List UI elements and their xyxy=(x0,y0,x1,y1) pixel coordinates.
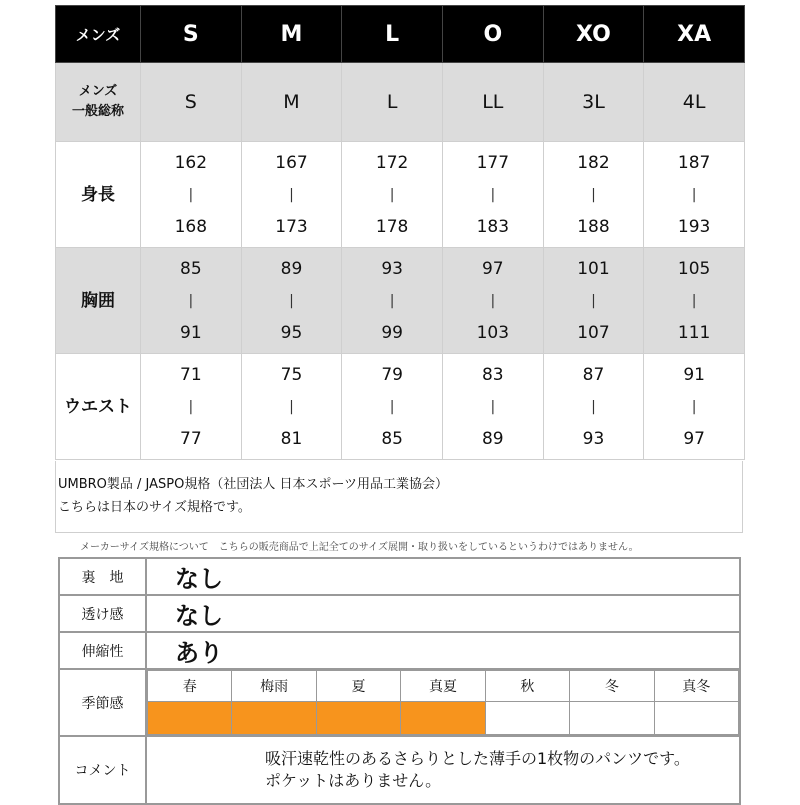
range-min: 71 xyxy=(180,364,202,385)
range-min: 172 xyxy=(375,152,409,173)
size-code: S xyxy=(141,6,242,63)
season-label: 季節感 xyxy=(59,669,146,736)
transparency-row xyxy=(59,595,740,632)
range-max: 81 xyxy=(280,428,303,449)
size-header-label: メンズ xyxy=(56,6,141,63)
season-indicator-row xyxy=(148,702,739,735)
range-max: 85 xyxy=(381,428,403,449)
range-min: 93 xyxy=(381,258,403,279)
comment-label: コメント xyxy=(59,736,146,804)
note-line: こちらは日本のサイズ規格です。 xyxy=(58,500,251,515)
season-name: 真冬 xyxy=(654,671,738,702)
measurement-range xyxy=(241,248,342,354)
season-indicator xyxy=(570,702,654,735)
range-min: 162 xyxy=(174,152,208,173)
range-max: 77 xyxy=(180,428,202,449)
range-separator: | xyxy=(188,398,194,415)
comment-text: 吸汗速乾性のあるさらりとした薄手の1枚物のパンツです。 ポケットはありません。 xyxy=(146,736,740,804)
size-code: M xyxy=(241,6,342,63)
season-indicator xyxy=(401,702,485,735)
chest-row xyxy=(56,248,745,354)
general-size: 4L xyxy=(644,63,745,142)
season-indicator xyxy=(148,702,232,735)
size-code: L xyxy=(342,6,443,63)
range-max: 183 xyxy=(476,216,510,237)
range-max: 111 xyxy=(677,322,711,343)
transparency-value: なし xyxy=(146,595,740,632)
measurement-range xyxy=(342,142,443,248)
range-separator: | xyxy=(188,292,194,309)
range-separator: | xyxy=(389,292,395,309)
range-separator: | xyxy=(691,186,697,203)
measurement-range xyxy=(442,248,543,354)
range-separator: | xyxy=(289,292,294,309)
lining-row xyxy=(59,558,740,595)
range-max: 93 xyxy=(582,428,605,449)
measurement-range xyxy=(342,354,443,460)
range-min: 83 xyxy=(481,364,504,385)
range-min: 97 xyxy=(481,258,504,279)
general-size: LL xyxy=(442,63,543,142)
range-separator: | xyxy=(389,186,395,203)
measurement-range xyxy=(141,248,242,354)
measurement-range xyxy=(241,142,342,248)
measurement-range xyxy=(543,142,644,248)
range-separator: | xyxy=(289,398,294,415)
disclaimer-text: メーカーサイズ規格について こちらの販売商品で上記全てのサイズ展開・取り扱いをしているというわけではありません。 xyxy=(80,542,639,553)
size-code: XA xyxy=(644,6,745,63)
range-separator: | xyxy=(691,398,697,415)
general-size: L xyxy=(342,63,443,142)
measurement-range xyxy=(141,354,242,460)
measurement-label: 胸囲 xyxy=(56,248,141,354)
general-size: 3L xyxy=(543,63,644,142)
season-names-row xyxy=(148,671,739,702)
range-separator: | xyxy=(490,398,496,415)
range-separator: | xyxy=(591,186,596,203)
measurement-range xyxy=(644,354,745,460)
season-name: 真夏 xyxy=(401,671,485,702)
range-max: 193 xyxy=(677,216,711,237)
season-indicator xyxy=(485,702,569,735)
note-line: UMBRO製品 / JASPO規格（社団法人 日本スポーツ用品工業協会） xyxy=(58,477,448,492)
season-name: 春 xyxy=(148,671,232,702)
range-separator: | xyxy=(591,292,596,309)
general-size: M xyxy=(241,63,342,142)
season-name: 梅雨 xyxy=(232,671,316,702)
general-size: S xyxy=(141,63,242,142)
range-min: 79 xyxy=(381,364,403,385)
range-min: 177 xyxy=(476,152,510,173)
size-standard-notes xyxy=(55,461,743,533)
range-separator: | xyxy=(289,186,294,203)
range-min: 91 xyxy=(683,364,705,385)
range-min: 101 xyxy=(577,258,610,279)
general-size-label: メンズ 一般総称 xyxy=(56,63,141,142)
measurement-range xyxy=(442,142,543,248)
range-max: 107 xyxy=(577,322,610,343)
measurement-range xyxy=(141,142,242,248)
comment-row xyxy=(59,736,740,804)
measurement-range xyxy=(543,354,644,460)
general-size-row xyxy=(56,63,745,142)
range-separator: | xyxy=(691,292,697,309)
range-separator: | xyxy=(490,292,496,309)
range-max: 91 xyxy=(180,322,202,343)
range-min: 105 xyxy=(677,258,711,279)
measurement-range xyxy=(644,248,745,354)
range-max: 173 xyxy=(275,216,308,237)
measurement-range xyxy=(543,248,644,354)
range-max: 99 xyxy=(381,322,403,343)
size-code: XO xyxy=(543,6,644,63)
measurement-label: 身長 xyxy=(56,142,141,248)
range-separator: | xyxy=(490,186,496,203)
season-name: 夏 xyxy=(316,671,400,702)
height-row xyxy=(56,142,745,248)
season-row xyxy=(59,669,740,736)
season-name: 冬 xyxy=(570,671,654,702)
season-indicator xyxy=(316,702,400,735)
stretch-label: 伸縮性 xyxy=(59,632,146,669)
stretch-row xyxy=(59,632,740,669)
range-min: 75 xyxy=(280,364,303,385)
season-indicator xyxy=(654,702,738,735)
range-min: 167 xyxy=(275,152,308,173)
range-separator: | xyxy=(389,398,395,415)
range-min: 182 xyxy=(577,152,610,173)
range-max: 103 xyxy=(476,322,510,343)
season-name: 秋 xyxy=(485,671,569,702)
measurement-range xyxy=(342,248,443,354)
product-attributes-table xyxy=(58,557,741,805)
size-code: O xyxy=(442,6,543,63)
season-indicator xyxy=(232,702,316,735)
range-max: 89 xyxy=(481,428,504,449)
range-min: 87 xyxy=(582,364,605,385)
range-min: 85 xyxy=(180,258,202,279)
range-max: 97 xyxy=(683,428,705,449)
range-separator: | xyxy=(188,186,194,203)
range-max: 178 xyxy=(375,216,409,237)
lining-value: なし xyxy=(146,558,740,595)
measurement-range xyxy=(442,354,543,460)
range-max: 168 xyxy=(174,216,208,237)
measurement-range xyxy=(644,142,745,248)
range-max: 188 xyxy=(577,216,610,237)
size-header-row xyxy=(56,6,745,63)
season-grid xyxy=(147,670,739,735)
range-max: 95 xyxy=(280,322,303,343)
lining-label: 裏 地 xyxy=(59,558,146,595)
stretch-value: あり xyxy=(146,632,740,669)
range-min: 187 xyxy=(677,152,711,173)
waist-row xyxy=(56,354,745,460)
transparency-label: 透け感 xyxy=(59,595,146,632)
range-separator: | xyxy=(591,398,596,415)
measurement-label: ウエスト xyxy=(56,354,141,460)
measurement-range xyxy=(241,354,342,460)
size-chart-table xyxy=(55,5,745,460)
range-min: 89 xyxy=(280,258,303,279)
